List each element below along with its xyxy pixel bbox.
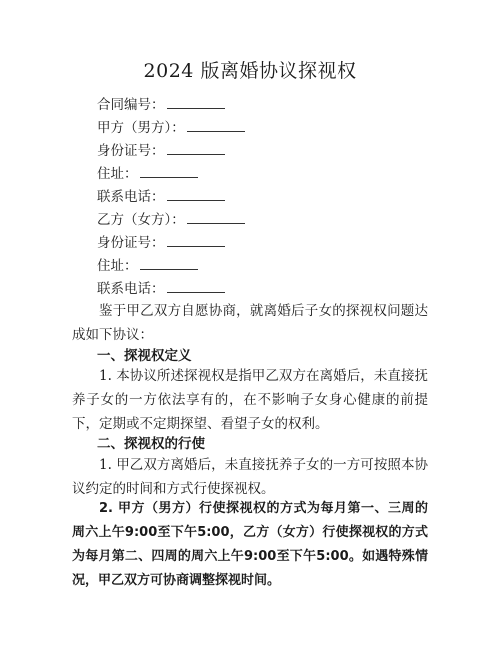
party-a-phone-field [97, 186, 225, 207]
blank-line [167, 140, 225, 155]
field-label: 甲方（男方）： [97, 120, 185, 136]
field-label: 身份证号： [97, 143, 165, 159]
blank-line [167, 94, 225, 109]
field-label: 乙方（女方）： [97, 212, 185, 228]
document-title: 2024 版离婚协议探视权 [143, 60, 357, 82]
blank-line [187, 209, 245, 224]
party-b-field [97, 209, 245, 230]
contract-number-field [97, 94, 225, 115]
party-b-address-field [97, 255, 198, 276]
party-a-field [97, 117, 245, 138]
party-a-address-field [97, 163, 198, 184]
field-label: 联系电话： [97, 281, 165, 297]
section-2-paragraph-2: 2. 甲方（男方）行使探视权的方式为每月第一、三周的周六上午9:00至下午5:00，乙方（女方）行使探视权的方式为每月第二、四周的周六上午9:00至下午5:00。如遇特殊情况，甲乙双方可协商调整探视时间。 [72, 501, 428, 588]
party-b-phone-field [97, 278, 225, 299]
blank-line [140, 255, 198, 270]
blank-line [140, 163, 198, 178]
party-b-id-field [97, 232, 225, 253]
blank-line [167, 186, 225, 201]
blank-line [167, 232, 225, 247]
blank-line [187, 117, 245, 132]
section-1-heading: 一、探视权定义 [97, 348, 192, 364]
field-label: 合同编号： [97, 97, 165, 113]
field-label: 身份证号： [97, 235, 165, 251]
intro-paragraph: 鉴于甲乙双方自愿协商，就离婚后子女的探视权问题达成如下协议： [72, 303, 428, 343]
section-2-paragraph-1: 1. 甲乙双方离婚后，未直接抚养子女的一方可按照本协议约定的时间和方式行使探视权。 [72, 457, 428, 497]
section-1-paragraph-1: 1. 本协议所述探视权是指甲乙双方在离婚后，未直接抚养子女的一方依法享有的，在不影响子女身心健康的前提下，定期或不定期探望、看望子女的权利。 [72, 368, 428, 432]
field-label: 住址： [97, 258, 138, 274]
field-label: 住址： [97, 166, 138, 182]
section-2-heading: 二、探视权的行使 [97, 436, 205, 452]
blank-line [167, 278, 225, 293]
field-label: 联系电话： [97, 189, 165, 205]
party-a-id-field [97, 140, 225, 161]
